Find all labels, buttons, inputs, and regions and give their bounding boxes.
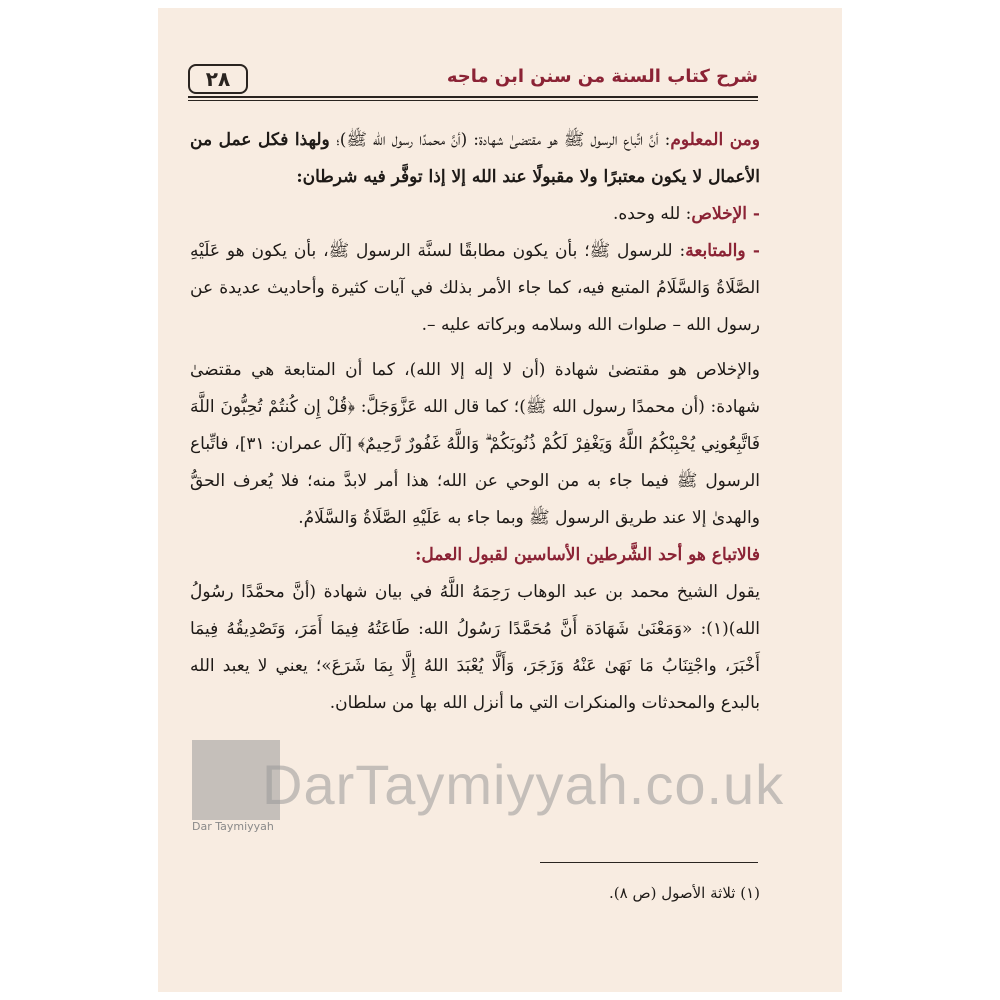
paragraph-4: والإخلاص هو مقتضىٰ شهادة (أن لا إله إلا الله)، كما أن المتابعة هي مقتضىٰ شهادة: (أن محمدًا رسول الله ﷺ)؛ كما قال الله عَزَّوَجَلَّ: ﴿قُلْ إِن كُنتُمْ تُحِبُّونَ اللَّهَ فَاتَّبِعُونِي يُحْبِبْكُمُ اللَّهُ وَيَغْفِرْ لَكُمْ ذُنُوبَكُمْ ۗ وَاللَّهُ غَفُورٌ رَّحِيمٌ﴾ [آل عمران: ٣١]، فاتِّباع الرسول ﷺ فيما جاء به من الوحي عن الله؛ هذا أمر لابدَّ منه؛ فلا يُعرف الحقُّ والهدىٰ إلا عند طريق الرسول ﷺ وبما جاء به عَلَيْهِ الصَّلَاةُ وَالسَّلَامُ. [190,360,761,528]
paragraph-2-lead: - الإخلاص [691,204,760,224]
watermark-logo-caption: Dar Taymiyyah [192,820,274,833]
header-rule-thick [188,96,758,98]
paragraph-2-text: : لله وحده. [612,204,692,224]
page-number: ٢٨ [188,64,248,94]
page-body [190,122,760,722]
paragraph-5: يقول الشيخ محمد بن عبد الوهاب رَحِمَهُ اللَّهُ في بيان شهادة (أنَّ محمَّدًا رسُولُ الله)(١): «وَمَعْنَىٰ شَهَادَة أَنَّ مُحَمَّدًا رَسُولُ الله: طَاعَتُهُ فِيمَا أَمَرَ، وَتَصْدِيقُهُ فِيمَا أَخْبَرَ، واجْتِنَابُ مَا نَهَىٰ عَنْهُ وَزَجَرَ، وَأَلَّا يُعْبَدَ اللهُ إِلَّا بِمَا شَرَعَ»؛ يعني لا يعبد الله بالبدع والمحدثات والمنكرات التي ما أنزل الله بها من سلطان. [190,582,760,713]
running-title: شرح كتاب السنة من سنن ابن ماجه [446,66,758,87]
paragraph-3-lead: - والمتابعة [685,241,760,261]
paragraph-1-bold: ولهذا فكل عمل من الأعمال لا يكون معتبرًا ولا مقبولًا عند الله إلا إذا توفَّر فيه شرطان: [190,130,760,187]
subheading: فالاتباع هو أحد الشَّرطين الأساسين لقبول العمل: [415,545,760,565]
paragraph-2 [190,196,760,233]
footnote: (١) ثلاثة الأصول (ص ٨). [609,884,760,902]
paragraph-1-text: : أنَّ اتِّباع الرسول ﷺ هو مقتضىٰ شهادة: (أنَّ محمدًا رسول الله ﷺ)؛ [336,130,671,150]
paragraph-1 [190,122,760,196]
footnote-separator [540,862,758,863]
header-rule-thin [188,100,758,101]
paragraph-3 [190,233,760,344]
page-header [188,64,758,100]
paragraph-1-lead: ومن المعلوم [670,130,760,150]
paragraph-3-text: : للرسول ﷺ؛ بأن يكون مطابقًا لسنَّة الرسول ﷺ، بأن يكون هو عَلَيْهِ الصَّلَاةُ وَالسَّلَامُ المتبع فيه، كما جاء الأمر بذلك في آيات كثيرة وأحاديث عديدة عن رسول الله – صلوات الله وسلامه وبركاته عليه –. [190,241,760,335]
watermark-text: DarTaymiyyah.co.uk [262,753,785,816]
